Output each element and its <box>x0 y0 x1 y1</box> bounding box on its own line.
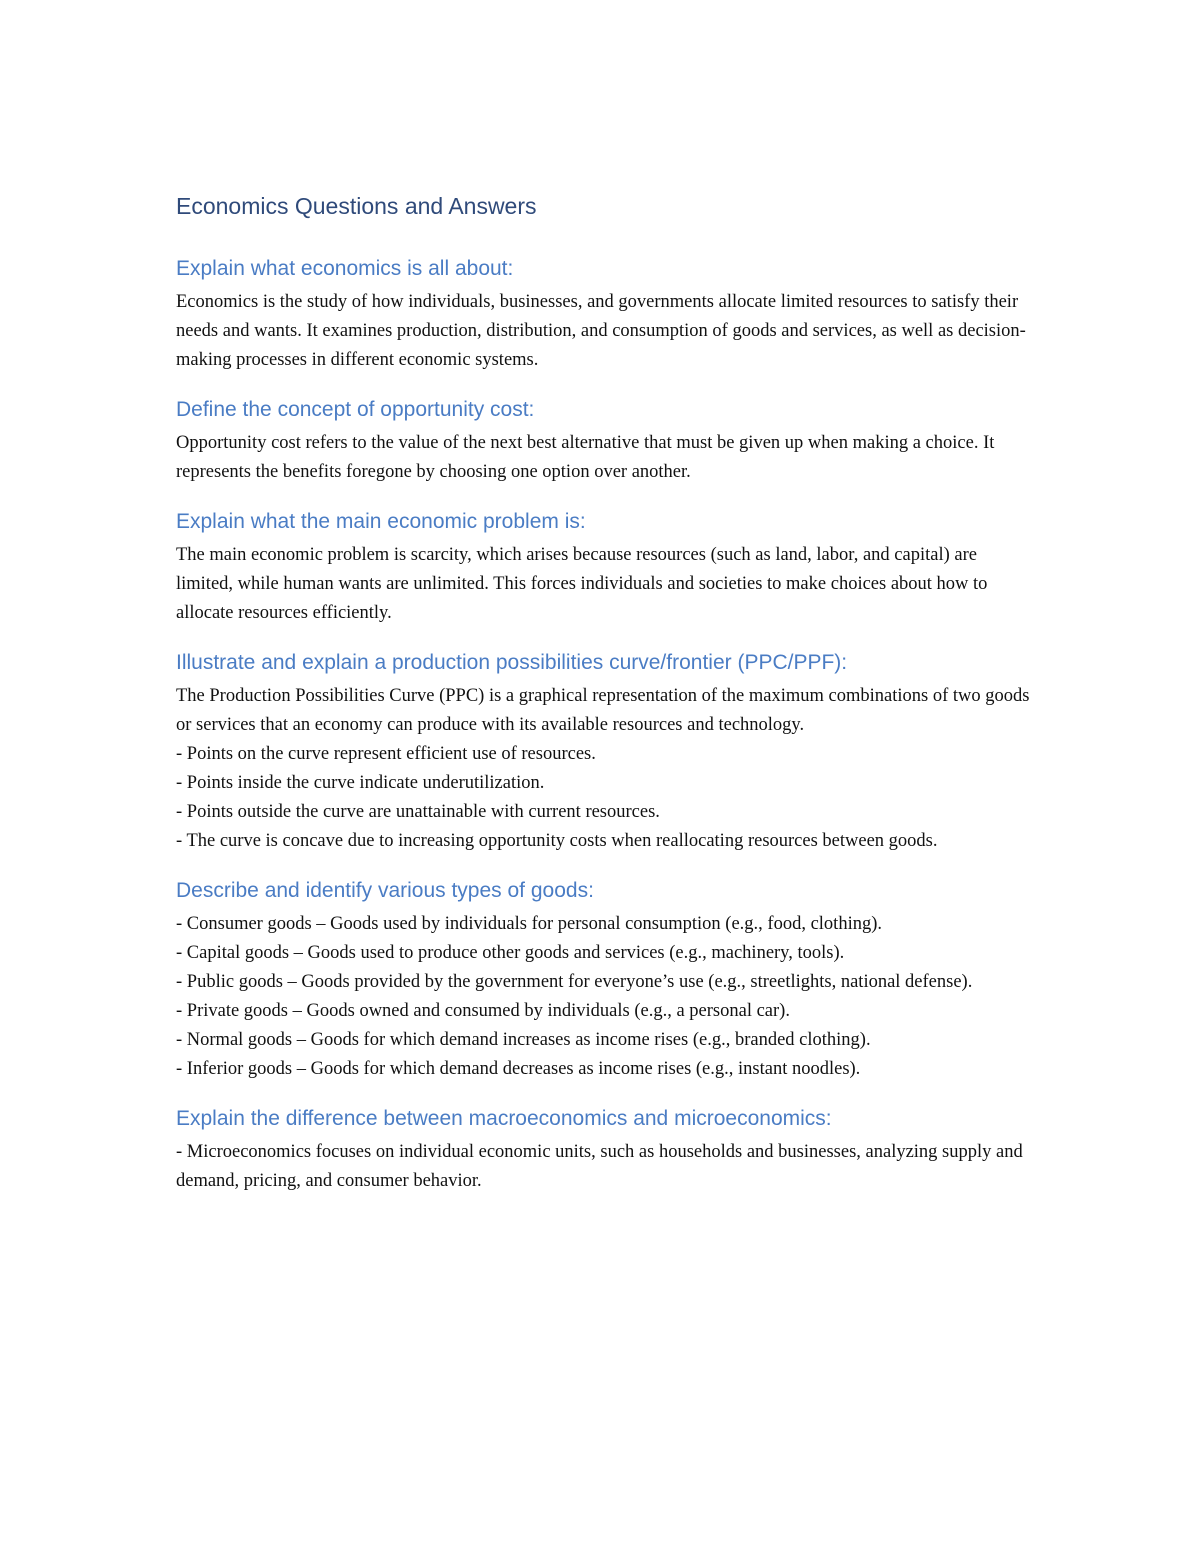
bullet-item: - Capital goods – Goods used to produce other goods and services (e.g., machinery, tools). <box>176 943 845 963</box>
section-heading: Describe and identify various types of goods: <box>176 879 594 902</box>
section-heading: Define the concept of opportunity cost: <box>176 398 535 421</box>
section-economic-problem <box>176 507 1036 628</box>
bullet-item: - The curve is concave due to increasing opportunity costs when reallocating resources between goods. <box>176 831 938 851</box>
section-heading: Explain what economics is all about: <box>176 257 514 280</box>
section-ppc <box>176 648 1036 856</box>
section-body: The Production Possibilities Curve (PPC) is a graphical representation of the maximum combinations of two goods or services that an economy can produce with its available resources and technology. <box>176 686 1030 735</box>
bullet-item: - Points inside the curve indicate underutilization. <box>176 773 545 793</box>
section-body: The main economic problem is scarcity, which arises because resources (such as land, labor, and capital) are limited, while human wants are unlimited. This forces individuals and societies to make choices about how to allocate resources efficiently. <box>176 545 988 623</box>
section-body: Opportunity cost refers to the value of the next best alternative that must be given up when making a choice. It represents the benefits foregone by choosing one option over another. <box>176 433 995 482</box>
bullet-item: - Private goods – Goods owned and consumed by individuals (e.g., a personal car). <box>176 1001 790 1021</box>
bullet-item: - Points outside the curve are unattainable with current resources. <box>176 802 660 822</box>
bullet-item: - Inferior goods – Goods for which demand decreases as income rises (e.g., instant noodles). <box>176 1059 861 1079</box>
section-economics <box>176 254 1036 375</box>
section-opportunity-cost <box>176 395 1036 487</box>
section-body: Economics is the study of how individuals, businesses, and governments allocate limited resources to satisfy their needs and wants. It examines production, distribution, and consumption of goods and services, as well as decision-making processes in different economic systems. <box>176 292 1026 370</box>
section-heading: Explain what the main economic problem is: <box>176 510 586 533</box>
section-heading: Illustrate and explain a production possibilities curve/frontier (PPC/PPF): <box>176 651 848 674</box>
section-heading: Explain the difference between macroeconomics and microeconomics: <box>176 1107 832 1130</box>
bullet-item: - Normal goods – Goods for which demand increases as income rises (e.g., branded clothing). <box>176 1030 871 1050</box>
section-macro-micro <box>176 1104 1036 1196</box>
bullet-item: - Microeconomics focuses on individual economic units, such as households and businesses, analyzing supply and demand, pricing, and consumer behavior. <box>176 1142 1023 1191</box>
bullet-item: - Consumer goods – Goods used by individuals for personal consumption (e.g., food, clothing). <box>176 914 882 934</box>
section-types-of-goods <box>176 876 1036 1084</box>
bullet-item: - Public goods – Goods provided by the government for everyone’s use (e.g., streetlights, national defense). <box>176 972 973 992</box>
bullet-item: - Points on the curve represent efficient use of resources. <box>176 744 596 764</box>
document-title: Economics Questions and Answers <box>176 193 537 219</box>
document-page <box>176 188 1036 1216</box>
